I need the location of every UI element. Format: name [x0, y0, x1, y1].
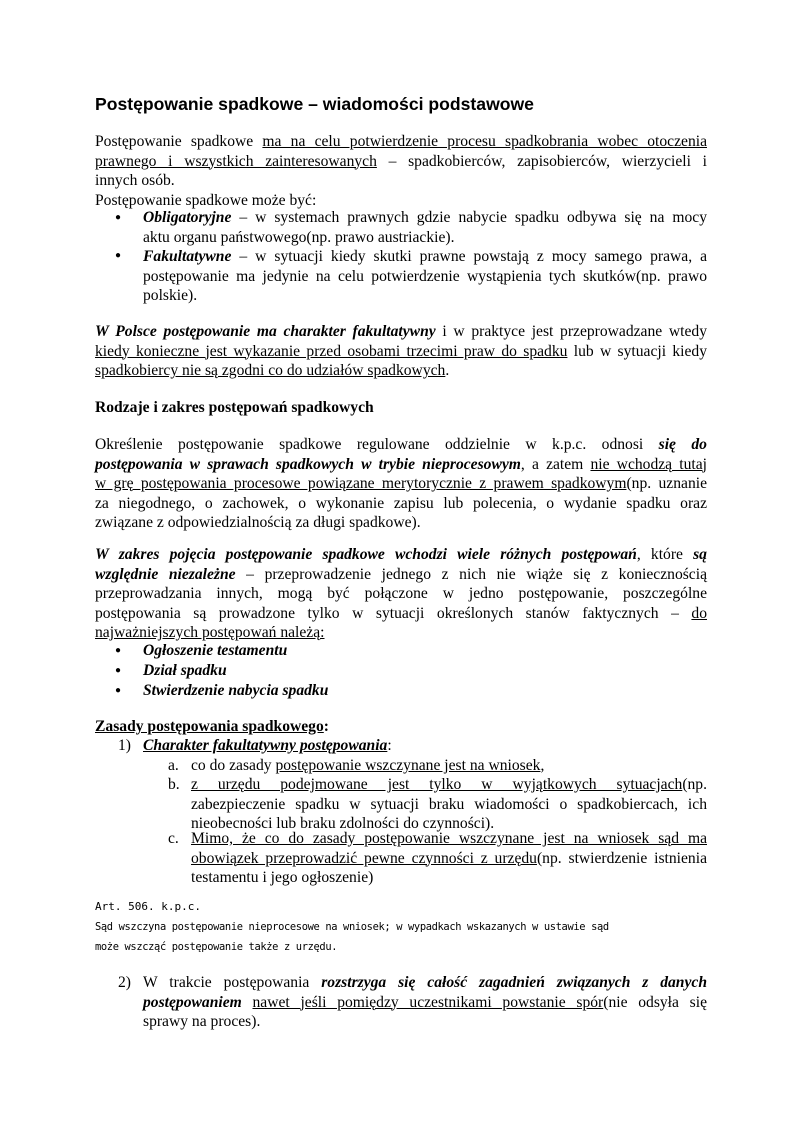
letter-label: b.	[168, 776, 180, 793]
intro-line-3: innych osób.	[95, 172, 175, 189]
article-line-2: może wszcząć postępowanie także z urzędu.	[95, 941, 338, 953]
bullet-icon: ●	[115, 685, 122, 696]
section-heading-zasady: Zasady postępowania spadkowego:	[95, 718, 329, 735]
article-line-1: Sąd wszczyna postępowanie nieprocesowe na wniosek; w wypadkach wskazanych w ustawie sąd	[95, 921, 609, 933]
list-item: Dział spadku	[143, 662, 227, 679]
zasada-1-a: co do zasady postępowanie wszczynane jest na wniosek,	[191, 757, 545, 774]
poland-paragraph: W Polsce postępowanie ma charakter fakultatywny i w praktyce jest przeprowadzane wtedy kiedy konieczne jest wykazanie przed osobami trzecimi praw do spadku lub w sytuacji kiedy spadkobiercy nie są zgodni co do udziałów spadkowych.	[95, 323, 707, 379]
bullet-icon: ●	[115, 645, 122, 656]
type-item-obligatoryjne: Obligatoryjne – w systemach prawnych gdzie nabycie spadku odbywa się na mocy aktu organu państwowego(np. prawo austriackie).	[143, 209, 707, 246]
article-ref: Art. 506. k.p.c.	[95, 900, 201, 913]
zasada-1-c: Mimo, że co do zasady postępowanie wszczynane jest na wniosek sąd ma obowiązek przeprowadzić pewne czynności z urzędu(np. stwierdzenie istnienia testamentu i jego ogłoszenie)	[191, 830, 707, 886]
page-title: Postępowanie spadkowe – wiadomości podstawowe	[95, 94, 534, 114]
bullet-icon: ●	[115, 212, 122, 223]
rodzaje-paragraph-2: W zakres pojęcia postępowanie spadkowe wchodzi wiele różnych postępowań, które są względnie niezależne – przeprowadzenie jednego z nich nie wiąże się z koniecznością przeprowadzania innych, mogą być połączone w jedno postępowanie, poszczególne postępowania są prowadzone tylko w sytuacji określonych stanów faktycznych – do najważniejszych postępowań należą:	[95, 546, 707, 641]
zasada-1-title: Charakter fakultatywny postępowania:	[143, 737, 392, 754]
intro-line-1: Postępowanie spadkowe ma na celu potwierdzenie procesu spadkobrania wobec otoczenia	[95, 133, 707, 150]
list-item: Stwierdzenie nabycia spadku	[143, 682, 329, 699]
intro-line-2: prawnego i wszystkich zainteresowanych – spadkobierców, zapisobierców, wierzycieli i	[95, 152, 707, 170]
bullet-icon: ●	[115, 250, 122, 261]
zasada-1-b: z urzędu podejmowane jest tylko w wyjątkowych sytuacjach(np. zabezpieczenie spadku w sytuacji braku wiadomości o spadkobiercach, ich nieobecności lub braku zdolności do czynności).	[191, 776, 707, 832]
rodzaje-paragraph-1: Określenie postępowanie spadkowe regulowane oddzielnie w k.p.c. odnosi się do postępowania w sprawach spadkowych w trybie nieprocesowym, a zatem nie wchodzą tutaj w grę postępowania procesowe powiązane merytorycznie z prawem spadkowym(np. uznanie za niegodnego, o zachowek, o wykonanie zapisu lub polecenia, o wydanie spadku oraz związane z odpowiedzialnością za długi spadkowe).	[95, 436, 707, 531]
intro-line-4: Postępowanie spadkowe może być:	[95, 191, 317, 209]
article-quote	[95, 897, 707, 957]
intro-paragraph	[95, 132, 707, 210]
number-label: 2)	[118, 974, 131, 991]
zasada-2: W trakcie postępowania rozstrzyga się całość zagadnień związanych z danych postępowaniem nawet jeśli pomiędzy uczestnikami powstanie spór(nie odsyła się sprawy na proces).	[143, 974, 707, 1030]
type-item-fakultatywne: Fakultatywne – w sytuacji kiedy skutki prawne powstają z mocy samego prawa, a postępowanie ma jedynie na celu potwierdzenie wystąpienia tych skutków(np. prawo polskie).	[143, 248, 707, 304]
list-item: Ogłoszenie testamentu	[143, 642, 288, 659]
number-label: 1)	[118, 737, 131, 754]
letter-label: c.	[168, 830, 179, 847]
bullet-icon: ●	[115, 665, 122, 676]
letter-label: a.	[168, 757, 179, 774]
section-heading-rodzaje: Rodzaje i zakres postępowań spadkowych	[95, 399, 374, 416]
